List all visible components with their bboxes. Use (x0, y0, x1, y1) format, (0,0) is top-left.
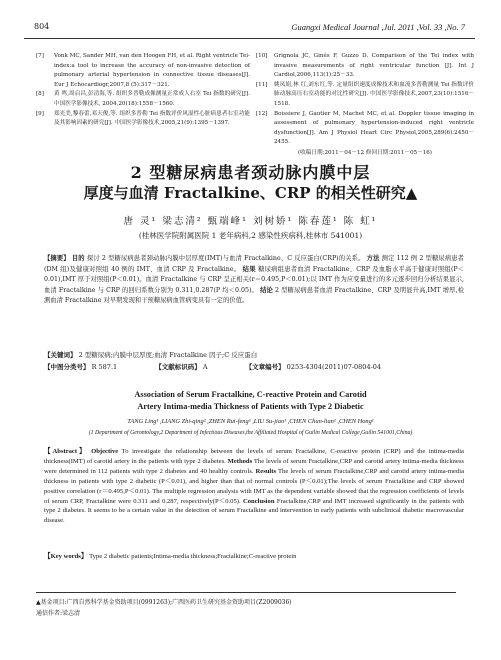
header-rule (24, 38, 475, 39)
keywords-cn (44, 350, 464, 361)
reference-item (36, 110, 250, 129)
abstract-en (44, 447, 464, 526)
reference-number: [7] (36, 53, 44, 59)
methods-label: 方法 (366, 255, 380, 262)
methods-en-text: The levels of serum Fractalkine,CRP and carotid artery intima-media thickness were determined in 112 patients with type 2 diabetes and 40 healthy controls. (44, 457, 464, 475)
page-number: 804 (34, 22, 50, 31)
reference-item (36, 90, 250, 109)
article-title-en-line2: Artery Intima-media Thickness of Patients with Type 2 Diabetic (137, 402, 364, 411)
reference-number: [11] (256, 81, 268, 88)
conclusion-label: 结论 (260, 286, 273, 294)
references-right-column (256, 52, 474, 159)
doc-code-field (155, 363, 225, 371)
keywords-label: 【关键词】 (44, 351, 77, 359)
reference-text: 郑光美,黎春蕾,邓天俊,等. 组织多普勒 Tei 指数评价风湿性心脏病患者右室功能及其影响因素的研究[J]. 中国医学影像技术,2005,21(9):1395－1397. (54, 110, 250, 127)
abstract-cn (44, 254, 464, 307)
journal-citation: Guangxi Medical Journal ,Jul. 2011 ,Vol. 33 ,No. 7 (291, 22, 465, 32)
footnote-rule (36, 592, 456, 593)
reference-number: [12] (256, 110, 268, 117)
reference-item (256, 52, 474, 81)
objective-en-label: Objective (91, 448, 119, 455)
reference-text: 姚凤娟,林 红,刘东红,等. 定量组织速度成像技术和血流多普勒测量 Tei 指数评价肺动脉高压右室功能的对比性研究[J]. 中国医学影像技术,2007,23(10):1516－1518. (274, 81, 474, 107)
objective-label: 目的 (71, 255, 85, 262)
article-id-field (246, 363, 399, 371)
article-title-en-line1: Association of Serum Fractalkine, C-reactive Protein and Carotid (134, 390, 367, 399)
reference-number: [10] (256, 53, 268, 59)
results-label: 结果 (242, 265, 256, 273)
running-header (24, 22, 475, 36)
results-en-text: The levels of serum Fractalkine,CRP and carotid artery intima-media thickness in patients with type 2 diabetic (P＜0.01), and higher than that of normal controls (P＜0.01);The levels of serum Fractalkine and CRP showed positive correlation (r＝0.495,P＜0.01). The multiple regression analysis with IMT as the dependent variable showed that the regression coefficients of levels of serum CRP, Fractalkine were 0.311 and 0.287, respectively(P＜0.05). (44, 467, 464, 505)
footnote-author: 通信作者:梁志清 (36, 610, 81, 617)
article-title-cn-line2: 厚度与血清 Fractalkine、CRP 的相关性研究▲ (83, 184, 418, 202)
keywords-en-text: Type 2 diabetic patients;Intima-media thickness;Fractalkine;C-reactive protein (89, 553, 297, 560)
authors-cn: 唐 灵¹ 梁志清² 甄端峰¹ 刘树娇¹ 陈春莲¹ 陈 虹¹ (123, 216, 378, 227)
objective-text: 探讨 2 型糖尿病患者颈动脉内膜中层厚度(IMT)与血清 Fractalkine、C 反应蛋白(CRP)的关系。 (86, 255, 365, 262)
reference-text: Vonk MC, Sander MH, van den Hoogen FH, et al. Right ventricle Tei-index:a tool to increase the accuracy of non-invasive detection of pulmonary arterial hypertension in connective tissue diseases[J]. Eur J Echocardiogr,2007,8 (5):317－321. (54, 53, 250, 88)
results-en-label: Results (255, 467, 277, 475)
footnote-fund: ▲基金项目:广西自然科学基金资助项目(0991263);广西医药卫生研究基金资助项目(Z2009036) (36, 599, 292, 606)
reference-item (256, 81, 474, 110)
conclusion-en-text: Fractalkine,CRP and IMT increased significantly in the patients with type 2 diabetes. It seems to be a certain value in the detection of serum Fractalkine and intervention in early patients with subclinical diabetic macrovascular disease. (44, 497, 464, 525)
article-id-value: 0253-4304(2011)07-0804-04 (286, 363, 382, 371)
article-id-label: 【文章编号】 (245, 363, 285, 371)
references-left-column (36, 52, 250, 129)
results-text: 糖尿病组患者血清 Fractalkine、CRP 及血脂水平高于健康对照组(P＜0.01),IMT 厚于对照组(P＜0.01)。血清 Fractalkine 与 CRP 呈正相关(r＝0.495,P＜0.01);以 IMT 作为应变量进行的多元逐步回归分析结果显示,血清 Fractalkine 与 CRP 的回归系数分别为 0.311,0.287(P 均＜0.05)。 (44, 265, 464, 294)
clc-label: 【中图分类号】 (44, 363, 90, 371)
keywords-en-label: 【Key words】 (44, 553, 88, 560)
reference-text: Grignola JC, Ginés F, Guzzo D. Comparison of the Tei index with invasive measurements of right ventricular function [J]. Int J Cardiol,2006,113(1):25－33. (274, 53, 474, 79)
methods-en-label: Methods (227, 457, 253, 465)
affiliation-cn: (桂林医学院附属医院 1 老年病科,2 感染性疾病科,桂林市 541001) (138, 231, 363, 240)
reference-item (256, 110, 474, 148)
reference-text: 黄 鸣,周启昌,彭清海,等. 组织多普勒成像测量正常成人右室 Tei 指数的研究[J]. 中国医学影像技术, 2004,20(18):1558－1560. (54, 91, 250, 107)
clc-value: R 587.1 (91, 363, 118, 371)
affiliation-en: (1 Department of Gerontology,2 Department of Infectious Diseases,the Affiliated Hospital of Guilin Medical College,Guilin 541001,China) (88, 430, 413, 436)
reference-text: Boissiere J, Gautier M, Machet MC, et al. Doppler tissue imaging in assessment of pulmonary hypertension-induced right ventricle dysfunction[J]. Am J Physiol Heart Circ Physiol,2005,289(6):2450－2455. (274, 110, 474, 146)
article-title-cn-line1: 2 型糖尿病患者颈动脉内膜中层 (130, 163, 371, 182)
keywords-en (44, 552, 464, 562)
abstract-label: 【摘要】 (44, 255, 70, 262)
clc-field (44, 363, 135, 371)
doc-code-label: 【文献标识码】 (155, 363, 201, 371)
doc-code-value: A (202, 363, 208, 371)
conclusion-en-label: Conclusion (242, 497, 275, 505)
abstract-en-label: 【Abstract】 (44, 448, 88, 455)
reference-number: [8] (36, 91, 44, 98)
conclusion-text: 2 型糖尿病患者血清 Fractalkine、CRP 及明显升高,IMT 增厚,检测血清 Fractalkine 对早期发现和干预糖尿病血管病变具有一定的价值。 (44, 286, 464, 305)
objective-en-text: To investigate the relationship between the levels of serum Fractalkine, C-reactive protein (CRP) and the intima-media thickness(IMT) of carotid artery in the patients with type 2 diabetes. (44, 448, 464, 465)
received-dates: (收稿日期:2011－04－12 修回日期:2011－05－16) (298, 149, 432, 156)
authors-en: TANG Ling¹ ,LIANG Zhi-qing² ,ZHEN Rui-feng¹ ,LIU Su-jiao¹ ,CHEN Chun-lian¹ ,CHEN Hong¹ (127, 418, 374, 425)
reference-item (36, 52, 250, 90)
classification-row (44, 362, 464, 373)
reference-number: [9] (36, 110, 44, 117)
methods-text: 测定 112 例 2 型糖尿病患者(DM 组)及健康对照组 40 例的 IMT、血清 CRP 及 Fractalkine。 (44, 255, 464, 273)
keywords-text: 2 型糖尿病;内膜中层厚度;血清 Fractalkine 因子;C 反应蛋白 (78, 351, 258, 359)
